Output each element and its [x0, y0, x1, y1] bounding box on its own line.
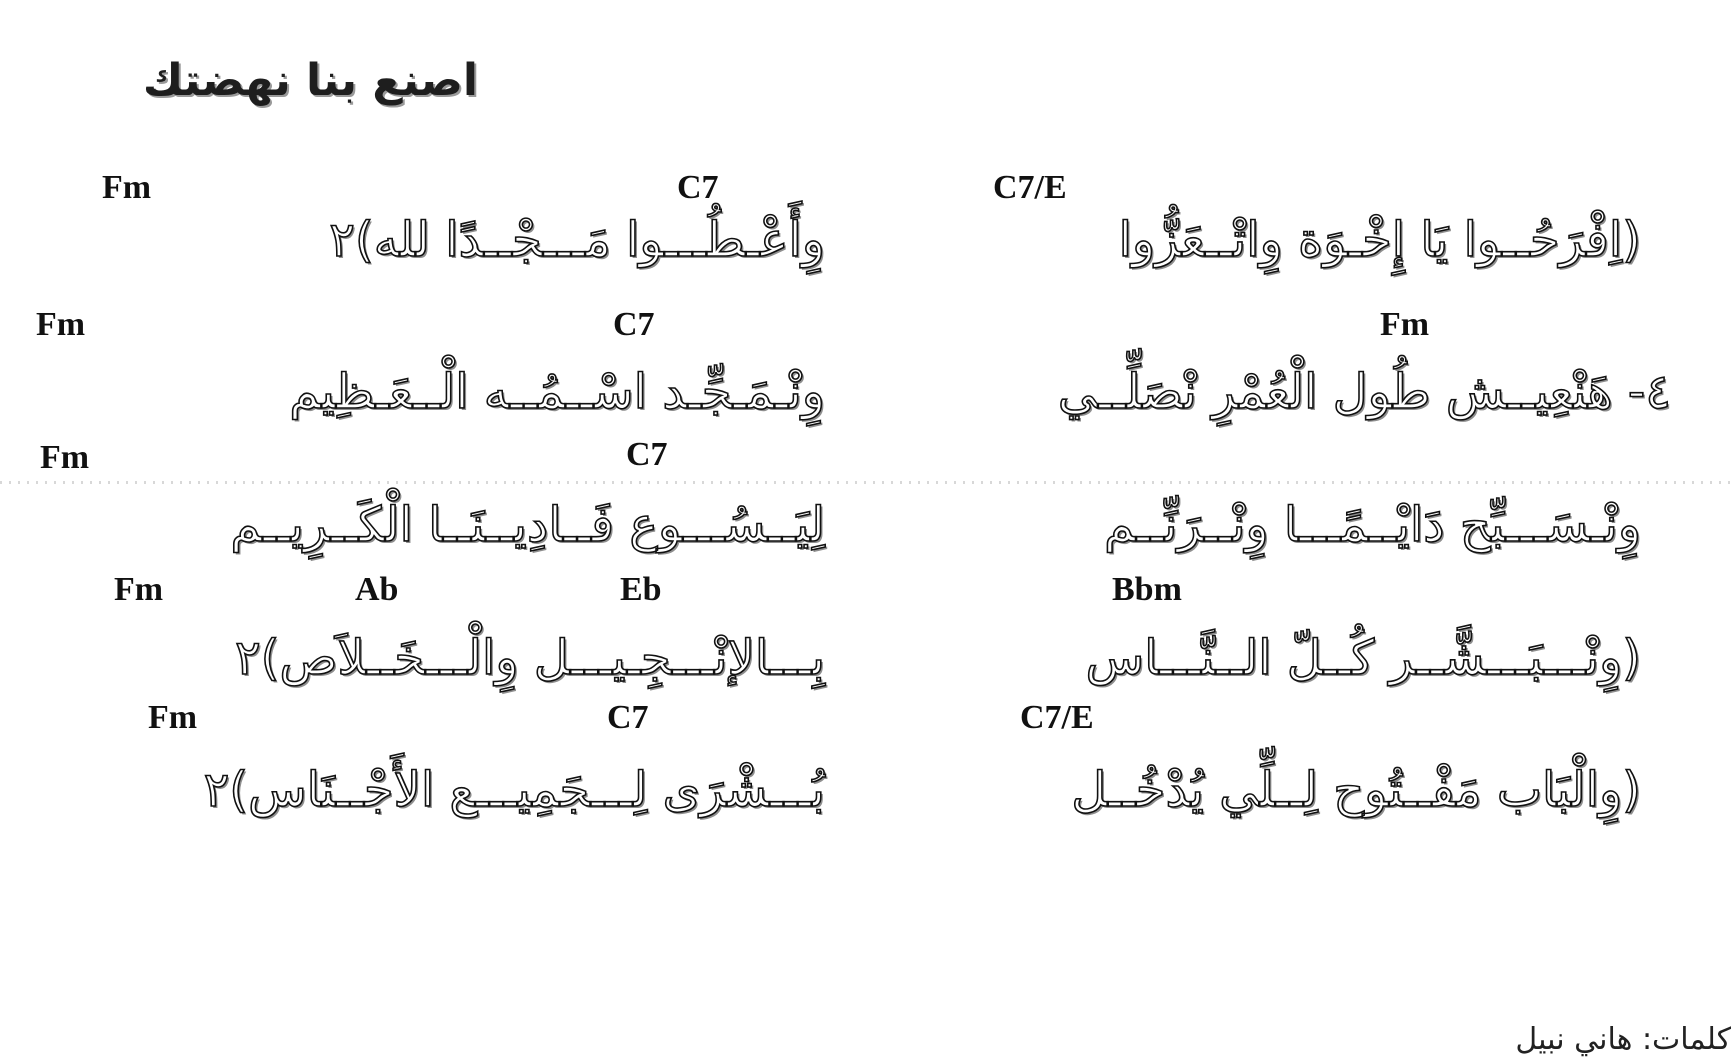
credits-line: كلمات: هاني نبيل: [1515, 1022, 1731, 1057]
dotted-separator: [0, 481, 1731, 484]
chord: C7: [607, 699, 649, 736]
chord: Eb: [620, 571, 662, 608]
chord: Fm: [148, 699, 198, 736]
chord: C7: [626, 436, 668, 473]
chord: C7/E: [1020, 699, 1094, 736]
lyric-line-left: وِنْـمَـجِّـد اسْــمُــه الْــعَـظِيم: [289, 364, 825, 420]
chord: C7/E: [993, 169, 1067, 206]
lyric-line-left: وِأَعْـطُـــوا مَـــجْــدًا لله)٢: [329, 212, 825, 268]
chord: C7: [677, 169, 719, 206]
chord: Fm: [40, 439, 90, 476]
lyric-line-right: (وِنْـــبَـــشَّــر كُــلّ الــنَّـــاس: [1085, 630, 1641, 686]
lyric-line-right: (وِالْبَاب مَفْــتُوح لِــلِّي يُدْخُــل: [1071, 762, 1641, 818]
chord: Ab: [355, 571, 399, 608]
chord: Fm: [102, 169, 152, 206]
song-title: اصنع بنا نهضتك: [142, 55, 478, 106]
lyric-line-right: (اِفْرَحُــوا يَا إِخْـوَة وِاتْــعَزُّوا: [1118, 212, 1641, 268]
lyric-line-left: بِـــالإنْـــجِـيـــل وِالْـــخَــلاَص)٢: [234, 630, 825, 686]
chord: C7: [613, 306, 655, 343]
lyric-line-left: لِيَــسُـــوع فَــادِيــنَــا الْكَــرِيــم: [230, 497, 825, 553]
chord: Fm: [1380, 306, 1430, 343]
lyric-line-left: بُـــشْرَى لِـــجَمِيـــع الأَجْــنَاس)٢: [203, 762, 825, 818]
chord: Fm: [114, 571, 164, 608]
lyric-line-right: ٤- هَنْعِيــش طُول الْعُمْرِ نْصَلِّــي: [1057, 364, 1671, 420]
chord: Bbm: [1112, 571, 1182, 608]
chord: Fm: [36, 306, 86, 343]
lyric-line-right: وِنْـسَـــبِّح دَايْــمًـــا وِنْــرَنِّــم: [1104, 497, 1641, 553]
